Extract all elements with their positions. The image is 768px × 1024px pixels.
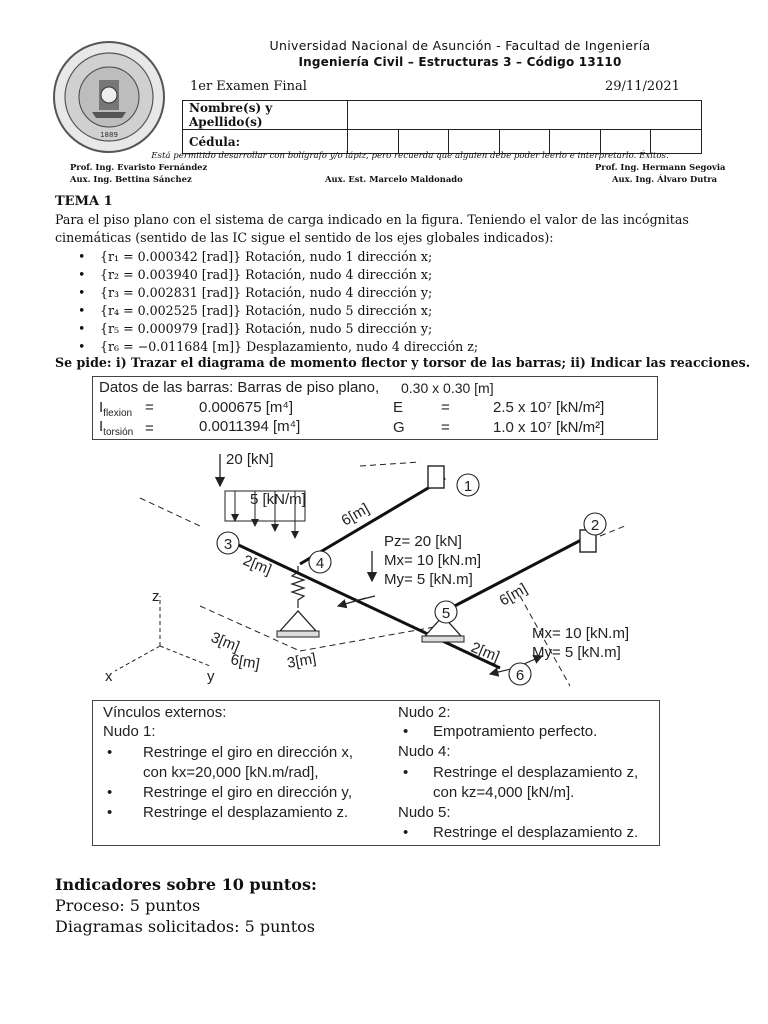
student-id-table [182, 100, 702, 154]
length-2b: 2[m] [468, 638, 502, 666]
id-digit-cell[interactable] [449, 130, 500, 154]
e-value: 2.5 x 10⁷ [kN/m²] [493, 399, 605, 416]
equals-sign: = [441, 399, 450, 416]
dim-6: 6[m] [229, 651, 262, 674]
mx-node6-label: Mx= 10 [kN.m] [532, 625, 630, 642]
id-digit-cell[interactable] [348, 130, 399, 154]
g-value: 1.0 x 10⁷ [kN/m²] [493, 419, 605, 436]
i-torsion-value: 0.0011394 [m⁴] [199, 418, 301, 435]
id-digit-cell[interactable] [398, 130, 449, 154]
node1-item: Restringe el giro en dirección x, [143, 744, 354, 761]
length-2a: 2[m] [240, 551, 274, 579]
indicator-item: Diagramas solicitados: 5 puntos [55, 917, 315, 936]
axis-x-label: x [105, 668, 113, 685]
e-label: E [393, 399, 404, 416]
id-digit-cell[interactable] [600, 130, 651, 154]
dim-3a: 3[m] [208, 628, 242, 656]
axis-z-label: z [152, 588, 160, 605]
node4-heading: Nudo 4: [398, 743, 451, 760]
node-2-label: 2 [590, 517, 600, 534]
course-title: Ingeniería Civil – Estructuras 3 – Código 13110 [298, 55, 622, 69]
assistant-left: Aux. Ing. Bettina Sánchez [70, 174, 192, 184]
i-flexion-label: $I_{flexion}$ [99, 399, 133, 419]
node1-item: Restringe el giro en dirección y, [143, 784, 352, 801]
assistant-right: Aux. Ing. Álvaro Dutra [612, 174, 718, 184]
mx-node4-label: Mx= 10 [kN.m] [384, 552, 482, 569]
equals-sign: = [145, 420, 154, 437]
name-field[interactable] [348, 101, 702, 130]
pz-label: Pz= 20 [kN] [384, 533, 462, 550]
exam-name: 1er Examen Final [190, 79, 307, 94]
node4-item: Restringe el desplazamiento z, [433, 764, 639, 781]
indicators-title: Indicadores sobre 10 puntos: [55, 875, 317, 894]
structure-diagram [100, 446, 700, 698]
professor-right: Prof. Ing. Hermann Segovia [595, 162, 726, 172]
unknowns-list [78, 248, 478, 356]
intro-line: cinemáticas (sentido de las IC sigue el sentido de los ejes globales indicados): [55, 230, 554, 245]
name-label: Nombre(s) y Apellido(s) [183, 101, 348, 130]
list-item: • {r₃ = 0.002831 [rad]} Rotación, nudo 4 dirección y; [78, 285, 433, 300]
external-supports-box [92, 700, 660, 846]
bullet: • [107, 804, 113, 821]
exam-date: 29/11/2021 [605, 79, 680, 94]
bar-data-title: Datos de las barras: Barras de piso plano, [99, 379, 380, 396]
section-size: 0.30 x 0.30 [m] [401, 380, 494, 396]
node-3-label: 3 [223, 536, 233, 553]
node1-support [428, 466, 444, 488]
bullet: • [107, 784, 113, 801]
node-4-label: 4 [315, 555, 325, 572]
svg-text:1889: 1889 [100, 131, 118, 139]
dim-3b: 3[m] [285, 650, 318, 672]
exam-note: Está permitido desarrollar con bolígrafo y/o lápiz, pero recuerda que alguien debe poder leerlo e interpretarlo. Éxitos. [151, 151, 669, 161]
id-digit-cell[interactable] [651, 130, 702, 154]
list-item: • {r₅ = 0.000979 [rad]} Rotación, nudo 5 dirección y; [78, 321, 433, 336]
supports-title: Vínculos externos: [103, 704, 227, 721]
list-item: • {r₁ = 0.000342 [rad]} Rotación, nudo 1 dirección x; [78, 249, 433, 264]
node1-heading: Nudo 1: [103, 723, 156, 740]
university-seal-logo [52, 40, 166, 154]
node5-heading: Nudo 5: [398, 804, 451, 821]
assistant-center: Aux. Est. Marcelo Maldonado [325, 174, 463, 184]
my-node6-label: My= 5 [kN.m] [532, 644, 621, 661]
bar-data-box [92, 376, 658, 440]
id-label: Cédula: [183, 130, 348, 154]
professor-left: Prof. Ing. Evaristo Fernández [70, 162, 208, 172]
id-digit-cell[interactable] [499, 130, 550, 154]
node2-heading: Nudo 2: [398, 704, 451, 721]
bullet: • [403, 723, 409, 740]
problem-title: TEMA 1 [55, 194, 113, 209]
global-axes [115, 596, 210, 671]
list-item: • {r₂ = 0.003940 [rad]} Rotación, nudo 4 dirección x; [78, 267, 433, 282]
my-node4-label: My= 5 [kN.m] [384, 571, 473, 588]
length-6a: 6[m] [338, 500, 373, 530]
i-torsion-label: $I_{torsión}$ [99, 418, 134, 438]
point-load-label: 20 [kN] [226, 451, 274, 468]
node-1-label: 1 [463, 478, 473, 495]
indicator-item: Proceso: 5 puntos [55, 896, 201, 915]
node4-item: con kz=4,000 [kN/m]. [433, 784, 575, 801]
equals-sign: = [145, 399, 154, 416]
axis-y-label: y [207, 668, 215, 685]
distributed-load-label: 5 [kN/m] [250, 491, 306, 508]
id-digit-cell[interactable] [550, 130, 601, 154]
university-name: Universidad Nacional de Asunción - Facultad de Ingeniería [269, 38, 651, 53]
node-6-label: 6 [515, 667, 525, 684]
length-6b: 6[m] [496, 580, 531, 610]
bullet: • [403, 824, 409, 841]
node-5-label: 5 [441, 605, 451, 622]
list-item: • {r₄ = 0.002525 [rad]} Rotación, nudo 5 dirección x; [78, 303, 433, 318]
g-label: G [393, 419, 405, 436]
bullet: • [107, 744, 113, 761]
intro-line: Para el piso plano con el sistema de carga indicado en la figura. Teniendo el valor de las incógnitas [55, 212, 689, 227]
list-item: • {r₆ = −0.011684 [m]} Desplazamiento, nudo 4 dirección z; [78, 339, 479, 354]
equals-sign: = [441, 419, 450, 436]
node5-item: Restringe el desplazamiento z. [433, 824, 639, 841]
node2-item: Empotramiento perfecto. [433, 723, 598, 740]
problem-request: Se pide: i) Trazar el diagrama de momento flector y torsor de las barras; ii) Indicar las reacciones. [55, 355, 751, 370]
node1-item: Restringe el desplazamiento z. [143, 804, 349, 821]
bullet: • [403, 764, 409, 781]
problem-intro [55, 211, 715, 247]
node1-item: con kx=20,000 [kN.m/rad], [143, 764, 319, 781]
i-flexion-value: 0.000675 [m⁴] [199, 399, 294, 416]
